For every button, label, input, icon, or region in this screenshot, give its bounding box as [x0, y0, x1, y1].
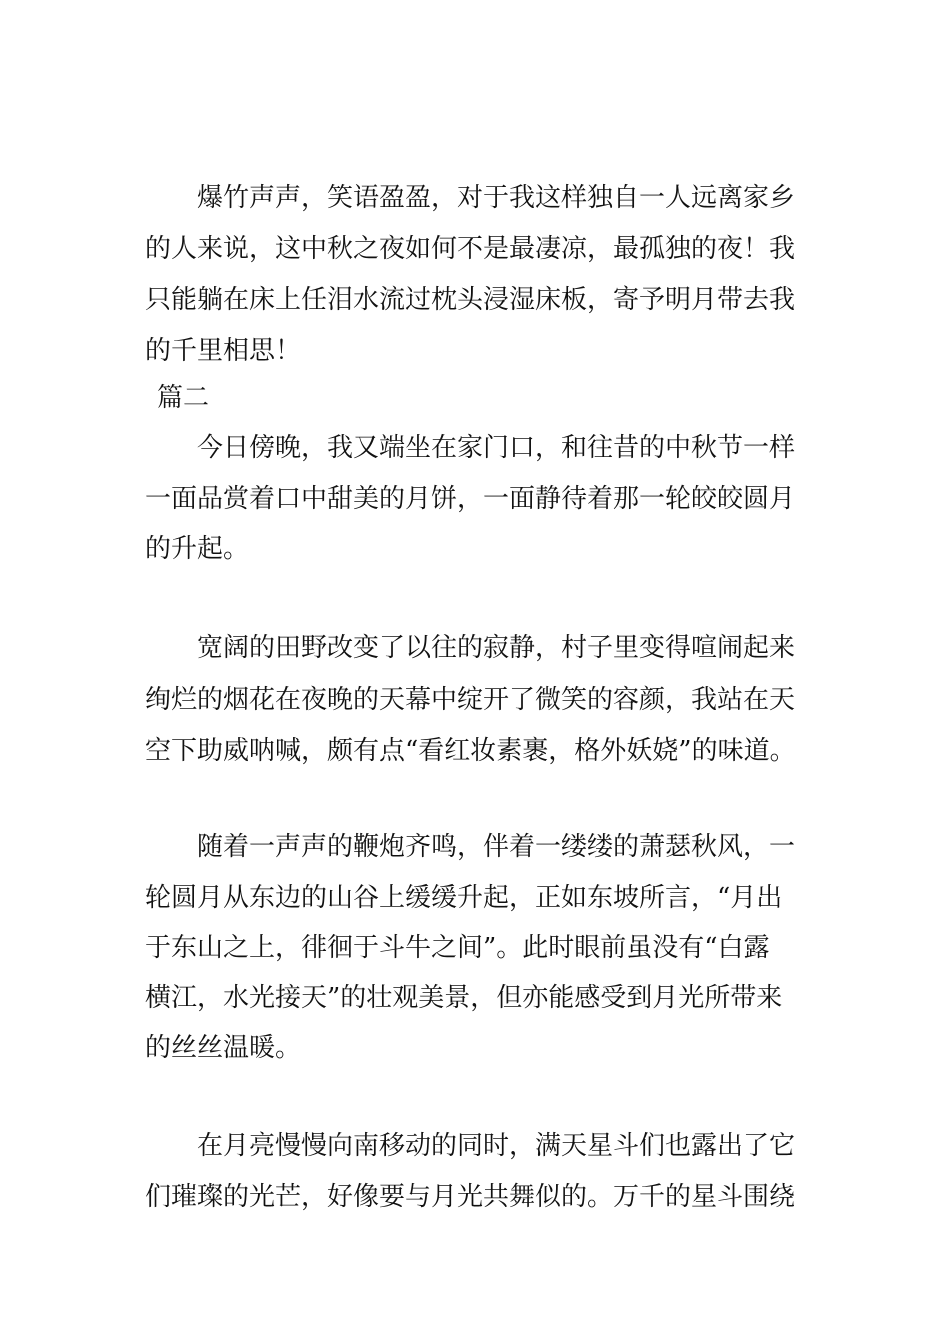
paragraph-line: 绚烂的烟花在夜晚的天幕中绽开了微笑的容颜，我站在天	[145, 685, 796, 715]
paragraph-line: 横江，水光接天”的壮观美景，但亦能感受到月光所带来	[145, 983, 783, 1013]
paragraph-line: 的丝丝温暖。	[145, 1033, 302, 1063]
paragraph-line: 空下助威呐喊，颇有点“看红妆素裹，格外妖娆”的味道。	[145, 736, 796, 766]
paragraph-line: 的人来说，这中秋之夜如何不是最凄凉，最孤独的夜！我	[145, 234, 796, 264]
paragraph-line: 爆竹声声，笑语盈盈，对于我这样独自一人远离家乡	[197, 183, 796, 213]
paragraph-line: 今日傍晚，我又端坐在家门口，和往昔的中秋节一样	[197, 433, 796, 463]
paragraph-line: 在月亮慢慢向南移动的同时，满天星斗们也露出了它	[197, 1131, 796, 1161]
section-heading: 篇二	[157, 383, 210, 413]
paragraph-line: 轮圆月从东边的山谷上缓缓升起，正如东坡所言，“月出	[145, 883, 783, 913]
paragraph-line: 只能躺在床上任泪水流过枕头浸湿床板，寄予明月带去我	[145, 285, 796, 315]
paragraph-line: 们璀璨的光芒，好像要与月光共舞似的。万千的星斗围绕	[145, 1182, 796, 1212]
paragraph-line: 随着一声声的鞭炮齐鸣，伴着一缕缕的萧瑟秋风，一	[197, 832, 796, 862]
paragraph-line: 的升起。	[145, 534, 250, 564]
paragraph-line: 于东山之上，徘徊于斗牛之间”。此时眼前虽没有“白露	[145, 933, 770, 963]
paragraph-line: 的千里相思！	[145, 336, 302, 366]
paragraph-line: 一面品赏着口中甜美的月饼，一面静待着那一轮皎皎圆月	[145, 484, 796, 514]
paragraph-line: 宽阔的田野改变了以往的寂静，村子里变得喧闹起来	[197, 633, 796, 663]
